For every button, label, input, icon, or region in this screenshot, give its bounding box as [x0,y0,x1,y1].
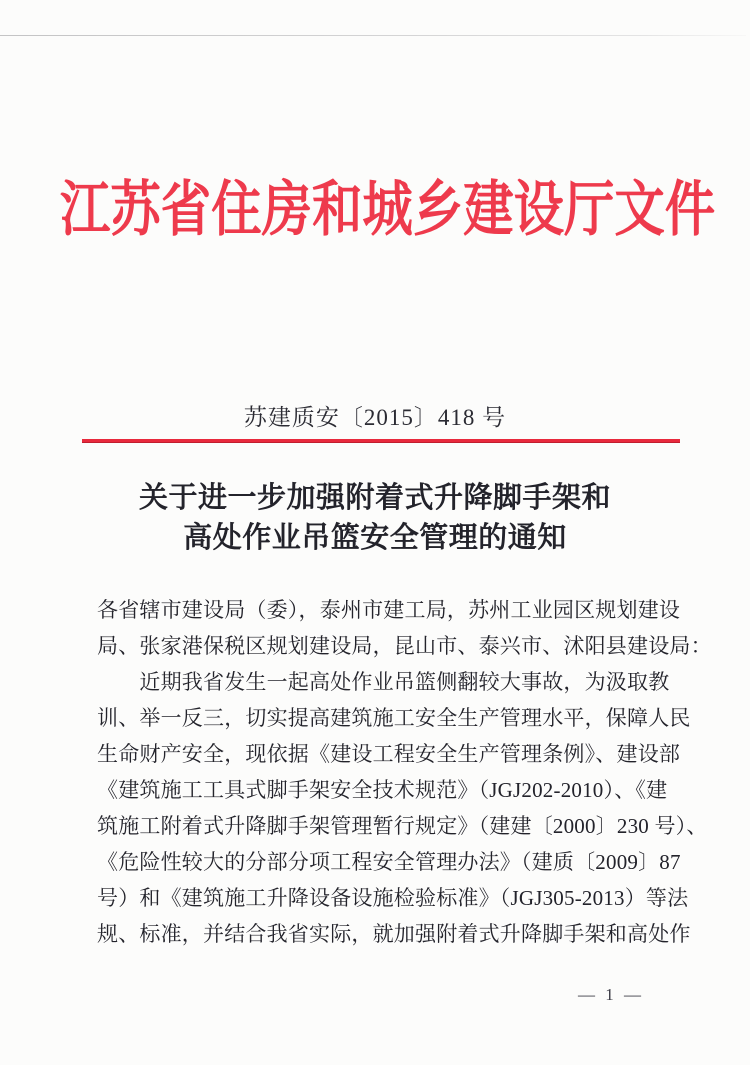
body-text-line: 训、举一反三，切实提高建筑施工安全生产管理水平，保障人民 [97,706,691,730]
body-text-line: 各省辖市建设局（委），泰州市建工局，苏州工业园区规划建设 [97,598,681,622]
body-text-line: 《建筑施工工具式脚手架安全技术规范》（JGJ202-2010）、《建 [97,778,668,802]
body-text-line: 《危险性较大的分部分项工程安全管理办法》（建质〔2009〕87 [97,850,681,874]
red-divider-line [82,439,680,443]
body-text-line: 局、张家港保税区规划建设局，昆山市、泰兴市、沭阳县建设局： [97,634,712,658]
document-title-line: 关于进一步加强附着式升降脚手架和 [138,482,611,514]
body-text-line: 号）和《建筑施工升降设备设施检验标准》（JGJ305-2013）等法 [97,886,689,910]
scan-edge-artifact [0,35,746,36]
document-title-line: 高处作业吊篮安全管理的通知 [183,522,567,554]
body-text-line: 规、标准，并结合我省实际，就加强附着式升降脚手架和高处作 [97,922,691,946]
document-reference-number: 苏建质安〔2015〕418 号 [243,405,507,430]
body-text-line: 近期我省发生一起高处作业吊篮侧翻较大事故，为汲取教 [97,670,670,694]
page-number: — 1 — [578,985,644,1004]
document-body [97,592,712,952]
document-title [0,478,750,558]
agency-header-title: 江苏省住房和城乡建设厅文件 [60,177,716,243]
body-text-line: 生命财产安全，现依据《建设工程安全生产管理条例》、建设部 [97,742,681,766]
body-text-line: 筑施工附着式升降脚手架管理暂行规定》（建建〔2000〕230 号）、 [97,814,708,838]
